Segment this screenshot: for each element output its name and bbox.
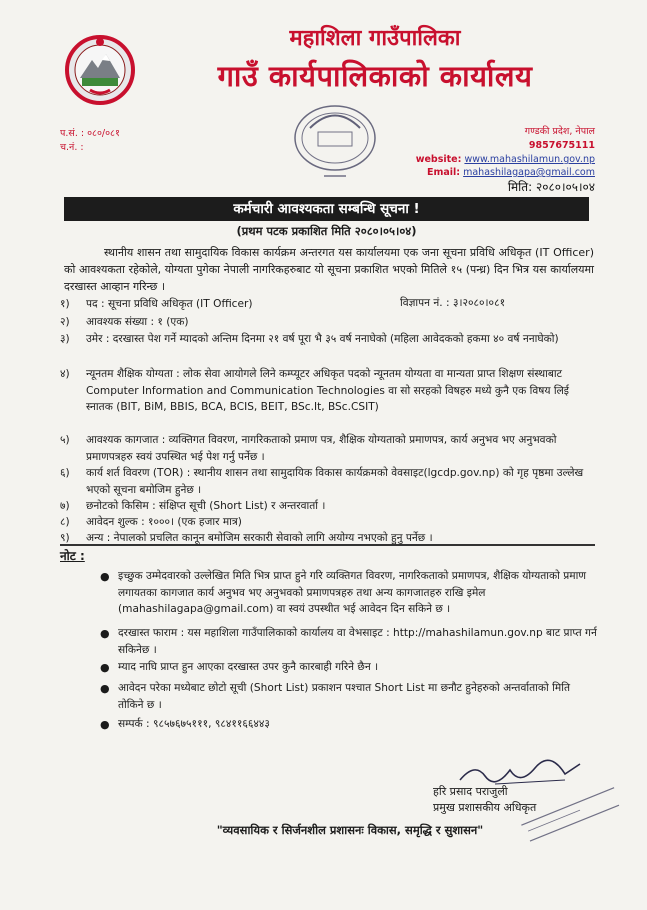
email-link[interactable]: mahashilagapa@gmail.com xyxy=(463,167,595,178)
item-number: ७) xyxy=(60,500,70,512)
email-line xyxy=(427,167,595,178)
list-item xyxy=(60,432,595,465)
item-number: ९) xyxy=(60,532,70,544)
item-text: न्यूनतम शैक्षिक योग्यता : लोक सेवा आयोगले लिने कम्प्यूटर अधिकृत पदको न्यूनतम योग्यता वा मान्यता प्राप्त शिक्षण संस्थाबाट Computer Information and Communication Technologies वा सो सरहको विषहरु मध्ये कुनै एक विषय लिई स्नातक (BIT, BiM, BBIS, BCA, BCIS, BEIT, BSc.It, BSc.CSIT) xyxy=(86,368,569,413)
item-text: आवश्यक संख्या : १ (एक) xyxy=(86,316,189,328)
item-number: २) xyxy=(60,316,70,328)
email-label: Email: xyxy=(426,167,461,178)
item-text: आवश्यक कागजात : व्यक्तिगत विवरण, नागरिकताको प्रमाण पत्र, शैक्षिक योग्यताको प्रमाणपत्र, कार्य अनुभव भए अनुभवको प्रमाणपत्रहरु स्वयं उपस्थित भई पेश गर्नु पर्नेछ । xyxy=(86,434,557,463)
bullet-icon: ● xyxy=(100,627,110,640)
item-number: ८) xyxy=(60,516,70,528)
dispatch-number: च.नं. : xyxy=(60,142,84,153)
website-label: website: xyxy=(415,154,462,165)
item-number: ४) xyxy=(60,368,70,380)
phone-number: 9857675111 xyxy=(528,140,595,151)
list-item xyxy=(60,331,595,348)
notice-subtitle: (प्रथम पटक प्रकाशित मिति २०८०।०५।०४) xyxy=(236,224,417,238)
item-text: उमेर : दरखास्त पेश गर्ने म्यादको अन्तिम दिनमा २१ वर्ष पूरा भै ३५ वर्ष ननाघेको (महिला आवेदकको हकमा ४० वर्ष ननाघेको) xyxy=(86,333,559,345)
letter-number: प.सं. : ०८०/०८१ xyxy=(60,128,120,139)
note-item: सम्पर्क : ९८५७६७५१११, ९८४११६६४४३ xyxy=(118,718,270,730)
province-text: गण्डकी प्रदेश, नेपाल xyxy=(524,126,595,137)
list-item xyxy=(60,314,595,331)
signer-name: हरि प्रसाद पराजुली xyxy=(433,785,508,798)
municipality-name: महाशिला गाउँपालिका xyxy=(289,25,461,51)
note-item: इच्छुक उम्मेदवारको उल्लेखित मिति भित्र प्राप्त हुने गरि व्यक्तिगत विवरण, नागरिकताको प्रमाणपत्र, शैक्षिक योग्यताको प्रमाण लगायतका कागजात कार्य अनुभव भए अनुभवको प्रमाणपत्रहरु तथा अन्य कागजातहरु राखि इमेल (mahashilagapa@gmail.com) वा स्वयं उपस्थीत भई आवेदन दिन सकिने छ । xyxy=(118,570,587,615)
note-item: म्याद नाघि प्राप्त हुन आएका दरखास्त उपर कुनै कारबाही गरिने छैन । xyxy=(118,661,379,673)
bullet-icon: ● xyxy=(100,570,110,583)
bullet-icon: ● xyxy=(100,682,110,695)
bullet-icon: ● xyxy=(100,661,110,674)
list-item xyxy=(60,514,595,531)
advertisement-number: विज्ञापन नं. : ३।२०८०।०८१ xyxy=(400,297,506,309)
note-item: दरखास्त फाराम : यस महाशिला गाउँपालिकाको कार्यालय वा वेभसाइट : http://mahashilamun.gov.np बाट प्राप्त गर्न सकिनेछ । xyxy=(118,627,597,656)
website-link[interactable]: www.mahashilamun.gov.np xyxy=(464,154,595,165)
note-heading: नोट : xyxy=(60,549,85,563)
signer-post: प्रमुख प्रशासकीय अधिकृत xyxy=(433,801,537,814)
item-number: ५) xyxy=(60,434,70,446)
bullet-icon: ● xyxy=(100,718,110,731)
letter-date: मिति: २०८०।०५।०४ xyxy=(507,180,595,194)
list-item xyxy=(60,498,595,515)
item-text: पद : सूचना प्रविधि अधिकृत (IT Officer) xyxy=(86,298,253,310)
intro-paragraph: स्थानीय शासन तथा सामुदायिक विकास कार्यक्रम अन्तरगत यस कार्यालयमा एक जना सूचना प्रविधि अधिकृत (IT Officer) को आवश्यकता रहेकोले, योग्यता पुगेका नेपाली नागरिकहरुबाट यो सूचना प्रकाशित भएको मितिले १५ (पन्ध्र) दिन भित्र यस कार्यालयमा दरखास्त आव्हान गरिन्छ । xyxy=(64,246,594,293)
divider xyxy=(60,544,595,546)
item-number: ६) xyxy=(60,467,70,479)
item-number: ३) xyxy=(60,333,70,345)
note-item: आवेदन परेका मध्येबाट छोटो सूची (Short List) प्रकाशन पश्चात Short List मा छनौट हुनेहरुको अन्तर्वाताको मिति तोकिने छ । xyxy=(118,682,570,711)
list-item xyxy=(60,465,595,498)
item-number: १) xyxy=(60,298,70,310)
notice-title: कर्मचारी आवश्यकता सम्बन्धि सूचना ! xyxy=(64,197,589,221)
item-text: अन्य : नेपालको प्रचलित कानून बमोजिम सरकारी सेवाको लागि अयोग्य नभएको हुनु पर्नेछ । xyxy=(86,532,433,544)
item-text: कार्य शर्त विवरण (TOR) : स्थानीय शासन तथा सामुदायिक विकास कार्यक्रमको वेवसाइट(lgcdp.gov.np) को गृह पृष्ठमा उल्लेख भएको सूचना बमोजिम हुनेछ । xyxy=(86,467,584,496)
motto-text: "व्यवसायिक र सिर्जनशील प्रशासनः विकास, समृद्धि र सुशासन" xyxy=(216,823,484,837)
office-name: गाउँ कार्यपालिकाको कार्यालय xyxy=(217,59,533,93)
list-item xyxy=(60,296,595,313)
item-text: छनोटको किसिम : संक्षिप्त सूची (Short List) र अन्तरवार्ता । xyxy=(86,500,326,512)
list-item xyxy=(60,366,595,416)
office-stamp-icon xyxy=(280,98,390,188)
item-text: आवेदन शुल्क : १०००। (एक हजार मात्र) xyxy=(86,516,242,528)
website-line xyxy=(416,154,595,165)
nepal-emblem-icon xyxy=(60,30,140,110)
